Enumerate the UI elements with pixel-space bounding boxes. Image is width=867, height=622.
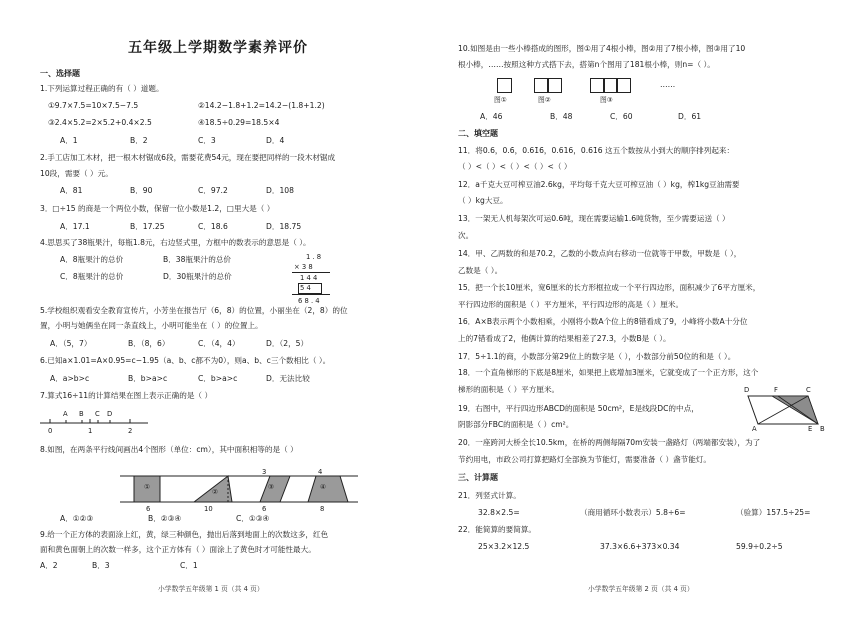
q10-option-a[interactable]: A．46 [480, 112, 503, 121]
q4-option-c[interactable]: C．8瓶果汁的总价 [60, 272, 124, 281]
question-4: 4.思思买了38瓶果汁，每瓶1.8元，右边竖式里，方框中的数表示的意思是（ ）。 [40, 238, 311, 247]
q1-item-c: ③2.4×5.2=2×5.2+0.4×2.5 [48, 118, 152, 127]
question-11: 11．将0.6，0.6̇，0.61̇6̇，0.616，0.61̇6 这五个数按从小到大的顺序排列起来： [458, 146, 735, 155]
q22-item-1: 25×3.2×12.5 [478, 542, 530, 551]
question-1: 1.下列运算过程正确的有（ ）道题。 [40, 84, 164, 93]
q8-option-a[interactable]: A．①②③ [60, 514, 94, 523]
question-2-cont: 10段，需要（ ）元。 [40, 169, 113, 178]
q8-option-b[interactable]: B．②③④ [148, 514, 182, 523]
q2-option-a[interactable]: A．81 [60, 186, 83, 195]
question-18: 18．一个直角梯形的下底是8厘米，如果把上底增加3厘米，它就变成了一个正方形，这个 [458, 368, 759, 377]
question-18-cont: 梯形的面积是（ ）平方厘米。 [458, 385, 560, 394]
q1-item-d: ④18.5÷0.29=18.5×4 [198, 118, 280, 127]
calc-multiplier: × 3 8 [294, 263, 313, 271]
q6-option-b[interactable]: B．b>a>c [128, 374, 168, 383]
question-6: 6.已知a×1.01=A×0.95=c−1.95（a、b、c都不为0），则a、b、c三个数相比（ ）。 [40, 356, 331, 365]
q2-option-c[interactable]: C．97.2 [198, 186, 228, 195]
q1-item-b: ②14.2−1.8+1.2=14.2−(1.8+1.2) [198, 101, 325, 110]
calc-rule-2 [292, 294, 330, 295]
question-14: 14．甲、乙两数的和是70.2，乙数的小数点向右移动一位就等于甲数，甲数是（ ）， [458, 249, 742, 258]
q3-option-a[interactable]: A．17.1 [60, 222, 90, 231]
question-15-cont: 平行四边形的面积是（ ）平方厘米，平行四边形的高是（ ）厘米。 [458, 300, 684, 309]
question-8: 8.如图，在两条平行线间画出4个图形（单位：cm），其中面积相等的是（ ） [40, 445, 298, 454]
q3-option-c[interactable]: C．18.6 [198, 222, 228, 231]
q8-base-3: 6 [262, 505, 267, 513]
question-20: 20．一座跨河大桥全长10.5km，在桥的两侧每隔70m安装一盏路灯（两端都安装），为了 [458, 438, 761, 447]
page-footer-right: 小学数学五年级第 2 页（共 4 页） [588, 585, 694, 593]
calc-multiplicand: 1 . 8 [306, 253, 322, 261]
q10-option-d[interactable]: D．61 [678, 112, 702, 121]
q6-option-d[interactable]: D．无法比较 [266, 374, 310, 383]
section-calc-heading: 三、计算题 [458, 473, 498, 482]
q9-option-c[interactable]: C．1 [180, 561, 198, 570]
q9-option-a[interactable]: A．2 [40, 561, 58, 570]
q10-figure-3c [616, 78, 631, 93]
q9-option-b[interactable]: B．3 [92, 561, 110, 570]
question-14-cont: 乙数是（ ）。 [458, 266, 503, 275]
q4-option-a[interactable]: A．8瓶果汁的总价 [60, 255, 124, 264]
q10-figure-1 [497, 78, 512, 93]
q21-item-3: （验算）157.5÷25= [736, 508, 811, 517]
q7-tick-0: 0 [48, 427, 53, 435]
question-19-cont: 阴影部分FBC的面积是（ ）cm²。 [458, 420, 574, 429]
section-fill-heading: 二、填空题 [458, 129, 498, 138]
q5-option-c[interactable]: C．（4，4） [198, 339, 240, 348]
calc-partial-2: 5 4 [300, 284, 311, 292]
q7-label-b[interactable]: B [79, 410, 84, 418]
question-10: 10.如图是由一些小棒搭成的图形，图①用了4根小棒，图②用了7根小棒，图③用了10 [458, 44, 746, 53]
q22-item-3: 59.9÷0.2÷5 [736, 542, 783, 551]
q8-shape-4-label: ④ [320, 483, 327, 491]
question-9-cont: 面和黄色面朝上的次数一样多，这个正方体有（ ）面涂上了黄色时才可能性最大。 [40, 545, 316, 554]
question-5: 5.学校组织观看安全教育宣传片，小芳坐在报告厅（6，8）的位置，小丽坐在（2，8）的位 [40, 306, 348, 315]
q5-option-a[interactable]: A．（5，7） [50, 339, 92, 348]
q8-shape-3-parallelogram [260, 476, 290, 502]
question-17: 17．5÷1.1的商，小数部分第29位上的数字是（ ），小数部分前50位的和是（ ）。 [458, 352, 736, 361]
question-13-cont: 次。 [458, 231, 474, 240]
q8-base-4: 8 [320, 505, 325, 513]
q10-option-b[interactable]: B．48 [550, 112, 573, 121]
q8-top-4: 4 [318, 468, 323, 476]
q21-item-1: 32.8×2.5= [478, 508, 520, 517]
q8-shape-3-label: ③ [268, 483, 275, 491]
q21-item-2: （商用循环小数表示）5.8÷6= [580, 508, 686, 517]
q4-option-b[interactable]: B．38瓶果汁的总价 [163, 255, 232, 264]
q19-label-b: B [820, 425, 825, 433]
q8-shape-4-trapezoid [308, 476, 348, 502]
calc-partial-1: 1 4 4 [300, 274, 318, 282]
q5-option-d[interactable]: D．（2，5） [266, 339, 309, 348]
q10-ellipsis: …… [660, 80, 676, 89]
question-16: 16．A×B表示两个小数相乘，小刚将小数A个位上的8错看成了9，小峰将小数A十分位 [458, 317, 748, 326]
q19-label-f: F [774, 386, 778, 394]
q6-option-c[interactable]: C．b>a>c [198, 374, 238, 383]
q10-option-c[interactable]: C．60 [610, 112, 633, 121]
question-2: 2.手工店加工木材，把一根木材锯成6段，需要花费54元，现在要把同样的一段木材锯成 [40, 153, 336, 162]
page-footer-left: 小学数学五年级第 1 页（共 4 页） [158, 585, 264, 593]
q19-label-e: E [808, 425, 813, 433]
q19-label-d: D [744, 386, 750, 394]
q7-label-d[interactable]: D [107, 410, 113, 418]
q11-answer-blanks[interactable]: （ ）<（ ）<（ ）<（ ）<（ ） [458, 162, 572, 171]
question-10-cont: 根小棒，……按照这种方式搭下去，搭第n个图用了181根小棒，则n=（ ）。 [458, 60, 715, 69]
q22-item-2: 37.3×6.6+373×0.34 [600, 542, 680, 551]
question-12: 12．a千克大豆可榨豆油2.6kg，平均每千克大豆可榨豆油（ ）kg，榨1kg豆油需要 [458, 180, 740, 189]
q10-figure-1-label: 图① [494, 96, 507, 104]
question-15: 15．把一个长10厘米，宽6厘米的长方形框拉成一个平行四边形，面积减少了6平方厘米， [458, 283, 761, 292]
q3-option-b[interactable]: B．17.25 [130, 222, 165, 231]
q8-base-2: 10 [204, 505, 213, 513]
q10-figure-3-label: 图③ [600, 96, 613, 104]
question-7: 7.算式16÷11的计算结果在图上表示正确的是（ ） [40, 391, 213, 400]
q1-item-a: ①9.7×7.5=10×7.5−7.5 [48, 101, 139, 110]
q2-option-b[interactable]: B．90 [130, 186, 153, 195]
question-16-cont: 上的7错看成了2，他俩计算的结果相差了27.3，小数B是（ ）。 [458, 334, 671, 343]
calc-product: 6 8 . 4 [298, 297, 320, 305]
q5-option-b[interactable]: B．（8，6） [128, 339, 170, 348]
question-20-cont: 节约用电，市政公司打算把路灯全部换为节能灯，需要准备（ ）盏节能灯。 [458, 455, 712, 464]
q8-top-3: 3 [262, 468, 267, 476]
q1-option-a[interactable]: A．1 [60, 136, 78, 145]
q19-label-a: A [752, 425, 757, 433]
question-21: 21．列竖式计算。 [458, 491, 521, 500]
section-choice-heading: 一、选择题 [40, 69, 80, 78]
q7-label-a[interactable]: A [63, 410, 68, 418]
q8-option-c[interactable]: C．①③④ [236, 514, 270, 523]
q7-label-c[interactable]: C [95, 410, 100, 418]
q10-figure-2b [547, 78, 562, 93]
q10-figure-2-label: 图② [538, 96, 551, 104]
q1-option-b[interactable]: B．2 [130, 136, 148, 145]
question-9: 9.给一个正方体的表面涂上红，黄，绿三种颜色，抛出后落到地面上的次数这多，红色 [40, 530, 329, 539]
q1-option-d[interactable]: D．4 [266, 136, 285, 145]
question-5-cont: 置，小明与她俩坐在同一条直线上，小明可能坐在（ ）的位置上。 [40, 321, 263, 330]
question-12-cont: （ ）kg大豆。 [458, 196, 508, 205]
q19-label-c: C [806, 386, 811, 394]
question-19: 19．右图中，平行四边形ABCD的面积是 50cm²，E是线段DC的中点， [458, 404, 699, 413]
q2-option-d[interactable]: D．108 [266, 186, 294, 195]
q8-shape-1-label: ① [144, 483, 151, 491]
q19-parallelogram-figure [740, 392, 820, 428]
question-22: 22．能简算的要简算。 [458, 525, 537, 534]
q3-option-d[interactable]: D．18.75 [266, 222, 302, 231]
question-3: 3．□÷15 的商是一个两位小数，保留一位小数是1.2，□里大是（ ） [40, 204, 275, 213]
q7-tick-2: 2 [128, 427, 133, 435]
q8-base-1: 6 [146, 505, 151, 513]
q8-shape-2-label: ② [212, 488, 219, 496]
q1-option-c[interactable]: C．3 [198, 136, 216, 145]
q6-option-a[interactable]: A．a>b>c [50, 374, 90, 383]
q7-tick-1: 1 [88, 427, 93, 435]
question-13: 13．一架无人机每架次可运0.6吨，现在需要运输1.6吨货物，至少需要运送（ ） [458, 214, 730, 223]
exam-title: 五年级上学期数学素养评价 [128, 40, 308, 56]
q4-option-d[interactable]: D．30瓶果汁的总价 [163, 272, 232, 281]
